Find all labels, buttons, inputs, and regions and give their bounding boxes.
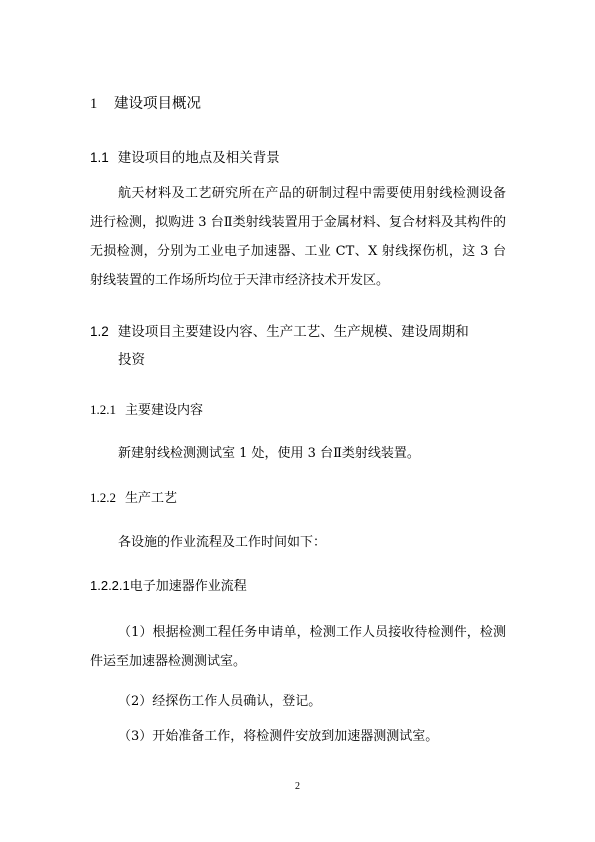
paragraph-construction-content: 新建射线检测测试室 1 处，使用 3 台Ⅱ类射线装置。 xyxy=(118,446,420,461)
chapter-number: 1 xyxy=(90,96,98,112)
subsection-title: 主要建设内容 xyxy=(125,403,204,418)
subsubsection-title: 电子加速器作业流程 xyxy=(129,579,247,594)
subsection-heading-1-2-1 xyxy=(90,399,203,418)
chapter-title: 建设项目概况 xyxy=(114,96,201,112)
list-item-step-2: （2）经探伤工作人员确认，登记。 xyxy=(118,694,322,709)
section-heading-1-1 xyxy=(90,146,280,166)
section-heading-1-2 xyxy=(90,318,510,374)
list-item-step-3: （3）开始准备工作，将检测件安放到加速器测测试室。 xyxy=(118,729,439,744)
section-title-line2: 投资 xyxy=(118,352,145,368)
section-title: 建设项目的地点及相关背景 xyxy=(117,150,280,166)
subsubsection-heading-1-2-2-1 xyxy=(90,575,247,594)
subsubsection-number: 1.2.2.1 xyxy=(90,578,130,593)
paragraph-background: 航天材料及工艺研究所在产品的研制过程中需要使用射线检测设备进行检测，拟购进 3 台Ⅱ类射线装置用于金属材料、复合材料及其构件的无损检测，分别为工业电子加速器、工业 CT、X 射线探伤机，这 3 台射线装置的工作场所均位于天津市经济技术开发区。 xyxy=(90,186,506,288)
section-title-line1: 建设项目主要建设内容、生产工艺、生产规模、建设周期和 xyxy=(117,324,469,340)
subsection-number: 1.2.1 xyxy=(90,402,116,417)
paragraph-process-intro: 各设施的作业流程及工作时间如下： xyxy=(118,535,327,550)
section-number: 1.1 xyxy=(90,150,109,165)
chapter-heading xyxy=(90,92,201,113)
page-number: 2 xyxy=(295,781,300,792)
list-item-step-1: （1）根据检测工程任务申请单，检测工作人员接收待检测件，检测件运至加速器检测测试室。 xyxy=(90,625,506,669)
section-number: 1.2 xyxy=(90,324,109,339)
subsection-number: 1.2.2 xyxy=(90,490,116,505)
subsection-heading-1-2-2 xyxy=(90,487,177,506)
subsection-title: 生产工艺 xyxy=(125,491,178,506)
